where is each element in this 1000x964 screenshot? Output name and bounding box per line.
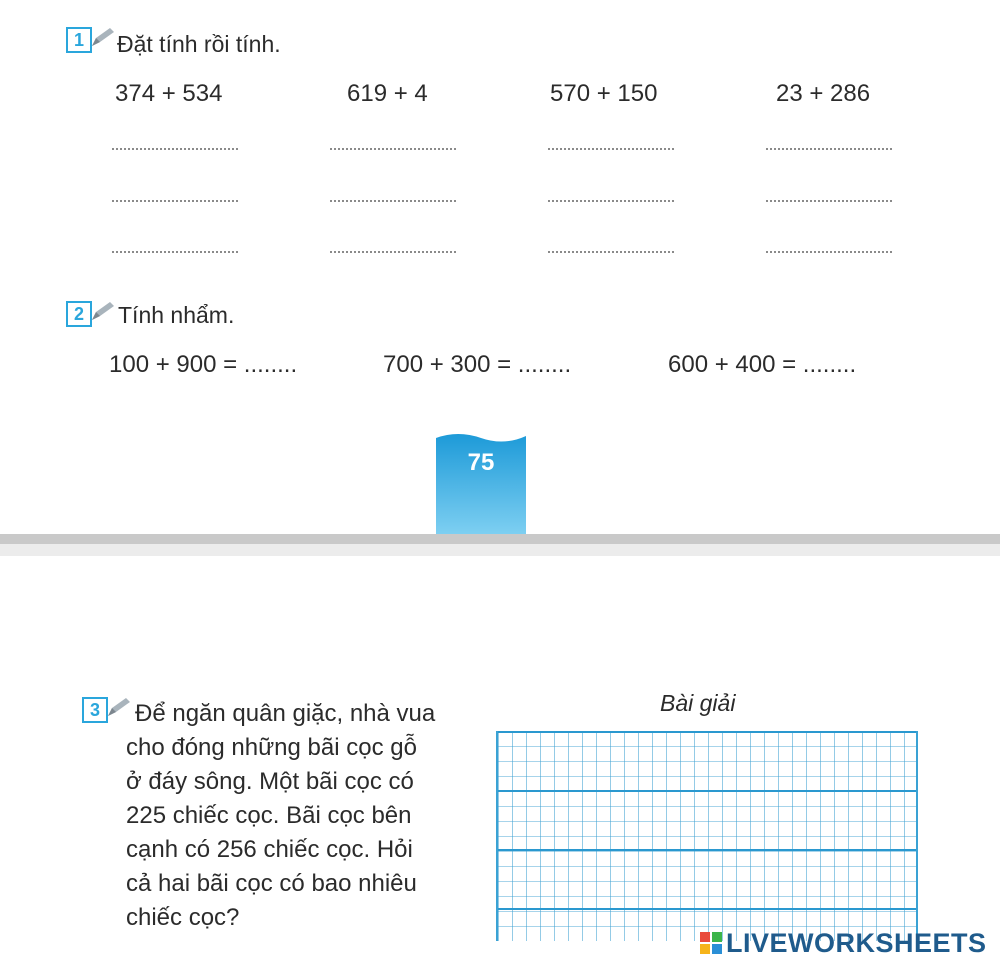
mental-math-item-2[interactable]: 700 + 300 = ........ (383, 351, 572, 378)
mental-math-item-1[interactable]: 100 + 900 = ........ (109, 351, 298, 378)
mental-math-item-3[interactable]: 600 + 400 = ........ (668, 351, 857, 378)
word-problem-line: chiếc cọc? (126, 904, 240, 931)
answer-line[interactable] (112, 148, 238, 150)
solution-grid[interactable] (496, 731, 918, 941)
answer-line[interactable] (548, 251, 674, 253)
page-number: 75 (467, 449, 495, 476)
word-problem-line: cho đóng những bãi cọc gỗ (126, 734, 417, 761)
answer-line[interactable] (112, 200, 238, 202)
answer-line[interactable] (330, 251, 456, 253)
page-number-tab (436, 432, 526, 536)
word-problem-line: Để ngăn quân giặc, nhà vua (135, 700, 436, 727)
word-problem-line: 225 chiếc cọc. Bãi cọc bên (126, 802, 412, 829)
addition-problem-3: 570 + 150 (550, 80, 658, 107)
grid-bold-line (498, 731, 916, 733)
grid-bold-line (498, 908, 916, 910)
word-problem-line: cả hai bãi cọc có bao nhiêu (126, 870, 417, 897)
answer-line[interactable] (766, 200, 892, 202)
exercise-2-title: Tính nhẩm. (118, 302, 235, 328)
answer-line[interactable] (766, 251, 892, 253)
grid-bold-line (498, 790, 916, 792)
answer-line[interactable] (548, 148, 674, 150)
exercise-1-badge: 1 (66, 27, 92, 53)
word-problem-line: cạnh có 256 chiếc cọc. Hỏi (126, 836, 413, 863)
addition-problem-4: 23 + 286 (776, 80, 871, 107)
word-problem-line: ở đáy sông. Một bãi cọc có (126, 768, 414, 795)
exercise-1-title: Đặt tính rồi tính. (117, 31, 281, 57)
addition-problem-1: 374 + 534 (115, 80, 223, 107)
answer-line[interactable] (548, 200, 674, 202)
pencil-icon (90, 26, 116, 48)
pencil-icon (90, 300, 116, 322)
word-problem-text (126, 697, 471, 935)
page-divider-shadow (0, 544, 1000, 556)
answer-line[interactable] (112, 251, 238, 253)
grid-bold-line (498, 849, 916, 851)
answer-line[interactable] (330, 148, 456, 150)
answer-line[interactable] (330, 200, 456, 202)
exercise-2-badge: 2 (66, 301, 92, 327)
answer-line[interactable] (766, 148, 892, 150)
liveworksheets-logo-icon (700, 932, 722, 954)
liveworksheets-watermark: LIVEWORKSHEETS (726, 928, 987, 958)
page-divider (0, 534, 1000, 544)
exercise-3-badge: 3 (82, 697, 108, 723)
addition-problem-2: 619 + 4 (347, 80, 428, 107)
solution-label: Bài giải (660, 690, 736, 716)
